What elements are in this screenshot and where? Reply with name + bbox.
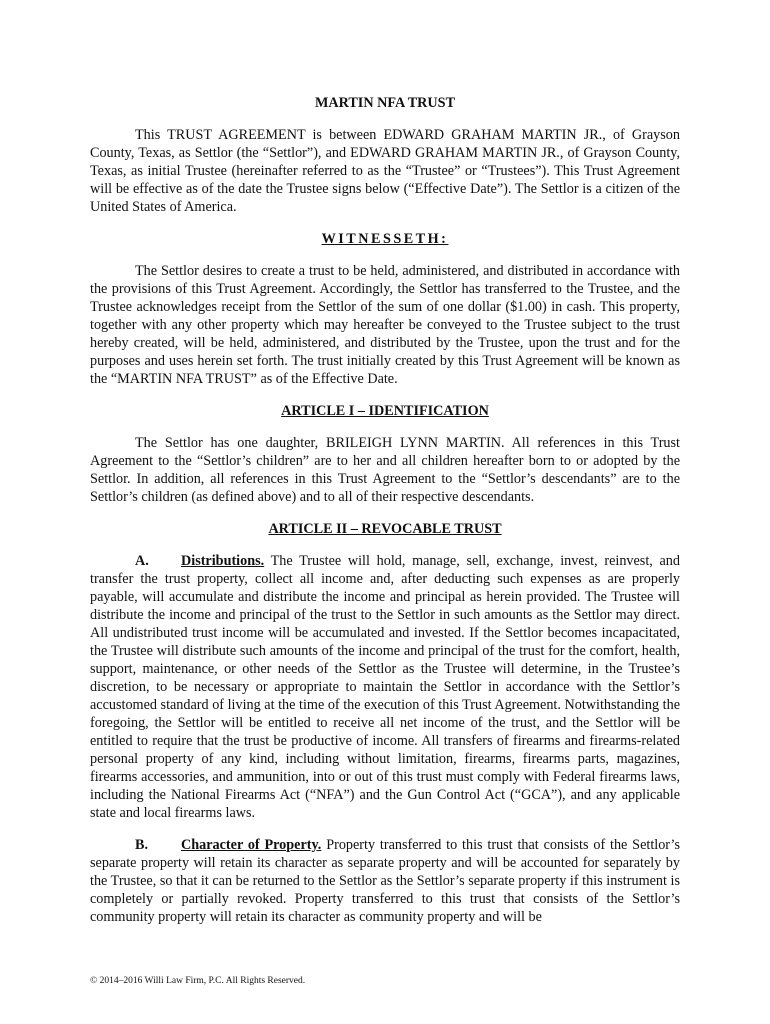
article-1-heading: ARTICLE I – IDENTIFICATION	[281, 403, 489, 419]
section-b-title: Character of Property.	[181, 837, 322, 853]
section-b	[90, 836, 680, 926]
section-a-letter: A.	[135, 553, 149, 569]
section-a-body: The Trustee will hold, manage, sell, exchange, invest, reinvest, and transfer the trust property, collect all income and, after deducting such expenses as are properly payable, will accumulate and distribute the income and principal as herein provided. The Trustee will distribute the income and principal of the trust to the Settlor in such amounts as the Settlor may direct. All undistributed trust income will be accumulated and invested. If the Settlor becomes incapacitated, the Trustee will distribute such amounts of the income and principal of the trust for the comfort, health, support, maintenance, or other needs of the Settlor as the Trustee will determine, in the Trustee’s discretion, to be necessary or appropriate to maintain the Settlor in accordance with the Settlor’s accustomed standard of living at the time of the execution of this Trust Agreement. Notwithstanding the foregoing, the Settlor will be entitled to receive all net income of the trust, and the Settlor will be entitled to require that the trust be productive of income. All transfers of firearms and firearms-related personal property of any kind, including without limitation, firearms, firearms parts, magazines, firearms accessories, and ammunition, into or out of this trust must comply with Federal firearms laws, including the National Firearms Act (“NFA”) and the Gun Control Act (“GCA”), and any applicable state and local firearms laws.	[90, 553, 680, 821]
witnesseth-heading: WITNESSETH:	[321, 231, 449, 247]
article-1-paragraph: The Settlor has one daughter, BRILEIGH LYNN MARTIN. All references in this Trust Agreement to the “Settlor’s children” are to her and all children hereafter born to or adopted by the Settlor. In addition, all references in this Trust Agreement to the “Settlor’s descendants” are to the Settlor’s children (as defined above) and to all of their respective descendants.	[90, 435, 680, 505]
document-title: MARTIN NFA TRUST	[314, 95, 456, 111]
section-b-letter: B.	[135, 837, 149, 853]
document-page	[90, 94, 680, 940]
section-a	[90, 552, 680, 822]
section-a-title: Distributions.	[181, 553, 265, 569]
article-2-heading: ARTICLE II – REVOCABLE TRUST	[268, 521, 502, 537]
section-b-body: Property transferred to this trust that consists of the Settlor’s separate property will retain its character as separate property and will be accounted for separately by the Trustee, so that it can be returned to the Settlor as the Settlor’s separate property if this instrument is completely or partially revoked. Property transferred to this trust that consists of the Settlor’s community property will retain its character as community property and will be	[90, 837, 681, 925]
witnesseth-paragraph: The Settlor desires to create a trust to be held, administered, and distributed in accordance with the provisions of this Trust Agreement. Accordingly, the Settlor has transferred to the Trustee, and the Trustee acknowledges receipt from the Settlor of the sum of one dollar ($1.00) in cash. This property, together with any other property which may hereafter be conveyed to the Trustee subject to the trust hereby created, will be held, administered, and distributed by the Trustee, upon the trust and for the purposes and uses herein set forth. The trust initially created by this Trust Agreement will be known as the “MARTIN NFA TRUST” as of the Effective Date.	[90, 263, 680, 387]
copyright-footer: © 2014–2016 Willi Law Firm, P.C. All Rights Reserved.	[90, 976, 306, 986]
intro-paragraph: This TRUST AGREEMENT is between EDWARD GRAHAM MARTIN JR., of Grayson County, Texas, as Settlor (the “Settlor”), and EDWARD GRAHAM MARTIN JR., of Grayson County, Texas, as initial Trustee (hereinafter referred to as the “Trustee” or “Trustees”). This Trust Agreement will be effective as of the date the Trustee signs below (“Effective Date”). The Settlor is a citizen of the United States of America.	[90, 127, 680, 215]
